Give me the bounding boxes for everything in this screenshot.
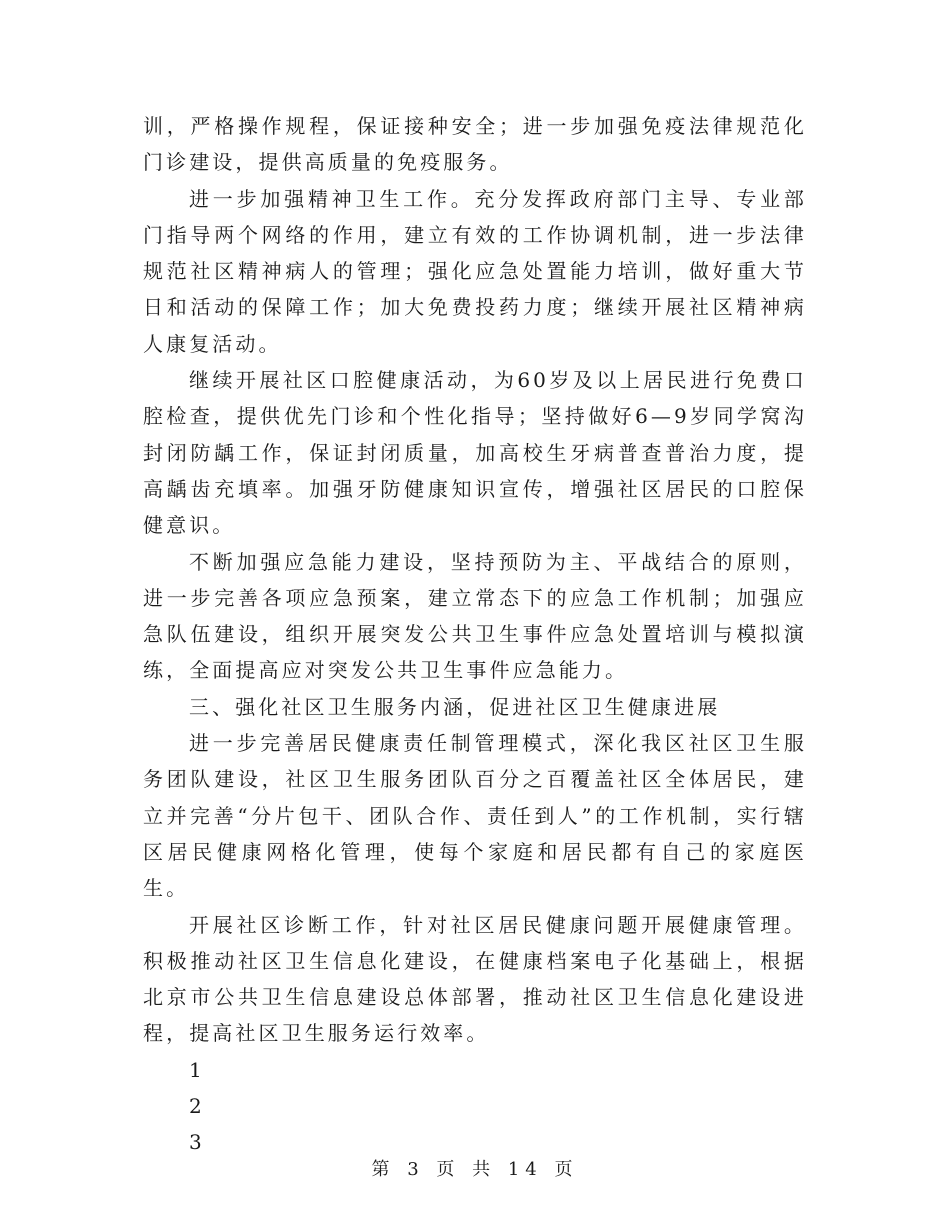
- paragraph-4: 不断加强应急能力建设，坚持预防为主、平战结合的原则，进一步完善各项应急预案，建立常态下的应急工作机制；加强应急队伍建设，组织开展突发公共卫生事件应急处置培训与模拟演练，全面提高应对突发公共卫生事件应急能力。: [143, 549, 807, 683]
- list-number-1: 1: [189, 1057, 205, 1082]
- paragraph-1: 训，严格操作规程，保证接种安全；进一步加强免疫法律规范化门诊建设，提供高质量的免疫服务。: [143, 114, 807, 175]
- page-footer: 第 3 页 共 14 页: [371, 1159, 579, 1180]
- paragraph-5: 进一步完善居民健康责任制管理模式，深化我区社区卫生服务团队建设，社区卫生服务团队百分之百覆盖社区全体居民，建立并完善“分片包干、团队合作、责任到人”的工作机制，实行辖区居民健康网格化管理，使每个家庭和居民都有自己的家庭医生。: [143, 731, 807, 901]
- paragraph-2: 进一步加强精神卫生工作。充分发挥政府部门主导、专业部门指导两个网络的作用，建立有效的工作协调机制，进一步法律规范社区精神病人的管理；强化应急处置能力培训，做好重大节日和活动的保障工作；加大免费投药力度；继续开展社区精神病人康复活动。: [143, 186, 807, 356]
- section-heading: 三、强化社区卫生服务内涵，促进社区卫生健康进展: [189, 694, 721, 719]
- list-number-3: 3: [189, 1130, 205, 1155]
- document-body: [143, 108, 807, 1161]
- list-number-2: 2: [189, 1094, 205, 1119]
- paragraph-6: 开展社区诊断工作，针对社区居民健康问题开展健康管理。积极推动社区卫生信息化建设，在健康档案电子化基础上，根据北京市公共卫生信息建设总体部署，推动社区卫生信息化建设进程，提高社区卫生服务运行效率。: [143, 912, 807, 1046]
- paragraph-3: 继续开展社区口腔健康活动，为60岁及以上居民进行免费口腔检查，提供优先门诊和个性化指导；坚持做好6—9岁同学窝沟封闭防龋工作，保证封闭质量，加高校生牙病普查普治力度，提高龋齿充填率。加强牙防健康知识宣传，增强社区居民的口腔保健意识。: [143, 368, 807, 538]
